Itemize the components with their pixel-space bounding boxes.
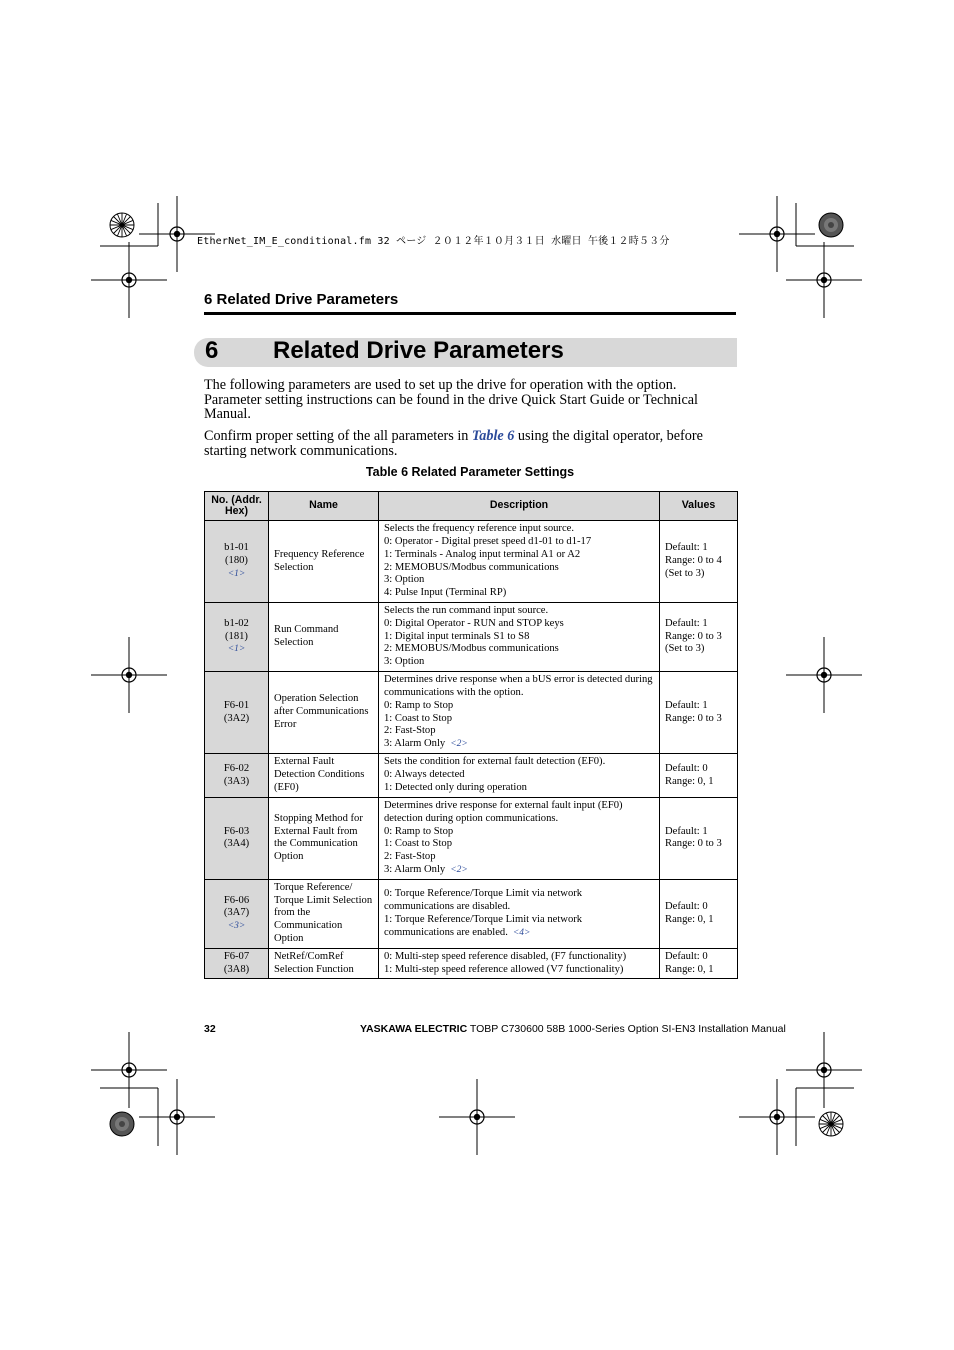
param-values bbox=[660, 603, 738, 672]
param-name: Stopping Method for External Fault from the Communication Option bbox=[269, 798, 379, 880]
description-line bbox=[384, 562, 654, 575]
description-line bbox=[384, 888, 654, 914]
param-description bbox=[379, 672, 660, 754]
description-text: 0: Operator - Digital preset speed d1-01 to d1-17 bbox=[384, 535, 592, 547]
parameter-table bbox=[204, 491, 738, 979]
description-text: 3: Alarm Only bbox=[384, 863, 446, 875]
description-line bbox=[384, 756, 654, 769]
value-line: Default: 0 bbox=[665, 950, 708, 962]
param-description bbox=[379, 754, 660, 798]
value-line: Default: 1 bbox=[665, 699, 708, 711]
value-line: Range: 0 to 3 bbox=[665, 838, 722, 850]
description-text: Determines drive response for external fault input (EF0) detection during option communications. bbox=[384, 800, 623, 824]
description-text: Selects the run command input source. bbox=[384, 605, 549, 616]
param-name: Frequency Reference Selection bbox=[269, 521, 379, 603]
param-description bbox=[379, 798, 660, 880]
page-number: 32 bbox=[204, 1023, 216, 1035]
param-values bbox=[660, 948, 738, 979]
description-text: 1: Digital input terminals S1 to S8 bbox=[384, 630, 530, 642]
table-row bbox=[205, 603, 738, 672]
param-number-cell bbox=[205, 948, 269, 979]
section-title: Related Drive Parameters bbox=[273, 337, 564, 364]
table-caption: Table 6 Related Parameter Settings bbox=[365, 465, 575, 479]
param-number-cell bbox=[205, 754, 269, 798]
description-text: 2: MEMOBUS/Modbus communications bbox=[384, 643, 559, 655]
description-text: 1: Terminals - Analog input terminal A1 or A2 bbox=[384, 548, 581, 560]
description-text: 1: Multi-step speed reference allowed (V7 functionality) bbox=[384, 963, 624, 975]
description-line bbox=[384, 605, 654, 618]
value-line: Default: 1 bbox=[665, 825, 708, 837]
param-number-cell bbox=[205, 672, 269, 754]
value-line: Default: 1 bbox=[665, 542, 708, 554]
description-text: 1: Detected only during operation bbox=[384, 781, 527, 793]
table-row bbox=[205, 798, 738, 880]
description-line bbox=[384, 769, 654, 782]
header-rule bbox=[204, 312, 736, 315]
value-line: (Set to 3) bbox=[665, 643, 705, 655]
description-text: Selects the frequency reference input source. bbox=[384, 523, 575, 535]
param-name: External Fault Detection Conditions (EF0) bbox=[269, 754, 379, 798]
value-line: Range: 0 to 3 bbox=[665, 712, 722, 724]
value-line: Default: 0 bbox=[665, 762, 708, 774]
confirm-text-end: using the digital operator, before starting network communications. bbox=[204, 428, 703, 459]
param-footnote-ref[interactable]: <3> bbox=[227, 921, 246, 932]
description-footnote-ref[interactable]: <4> bbox=[512, 927, 531, 938]
footer-doc-title bbox=[360, 1023, 786, 1035]
description-line bbox=[384, 536, 654, 549]
running-header: 6 Related Drive Parameters bbox=[204, 291, 399, 308]
param-values bbox=[660, 798, 738, 880]
param-number: F6-01 bbox=[223, 699, 250, 711]
param-address: (3A3) bbox=[223, 775, 250, 787]
param-number: F6-02 bbox=[223, 762, 250, 774]
description-line bbox=[384, 838, 654, 851]
param-footnote-ref[interactable]: <1> bbox=[227, 644, 246, 655]
param-number: F6-06 bbox=[223, 894, 250, 906]
param-number: F6-07 bbox=[223, 950, 250, 962]
param-number-cell bbox=[205, 603, 269, 672]
param-description bbox=[379, 948, 660, 979]
section-number: 6 bbox=[205, 337, 219, 364]
description-line bbox=[384, 851, 654, 864]
param-name: Operation Selection after Communications Error bbox=[269, 672, 379, 754]
description-line bbox=[384, 674, 654, 700]
description-text: 4: Pulse Input (Terminal RP) bbox=[384, 587, 507, 599]
param-number-cell bbox=[205, 798, 269, 880]
value-line: Default: 0 bbox=[665, 900, 708, 912]
param-name: Torque Reference/ Torque Limit Selection from the Communication Option bbox=[269, 879, 379, 948]
param-values bbox=[660, 521, 738, 603]
confirm-paragraph bbox=[204, 429, 736, 458]
description-text: 0: Digital Operator - RUN and STOP keys bbox=[384, 617, 564, 629]
description-text: 2: MEMOBUS/Modbus communications bbox=[384, 561, 559, 573]
param-number-cell bbox=[205, 521, 269, 603]
param-number: b1-01 bbox=[224, 542, 249, 554]
param-name: NetRef/ComRef Selection Function bbox=[269, 948, 379, 979]
description-line bbox=[384, 549, 654, 562]
param-values bbox=[660, 754, 738, 798]
header-no: No. (Addr. Hex) bbox=[205, 492, 269, 521]
value-line: (Set to 3) bbox=[665, 567, 705, 579]
table-6-link[interactable]: Table 6 bbox=[471, 428, 515, 444]
table-row bbox=[205, 672, 738, 754]
param-address: (3A7) bbox=[223, 907, 250, 919]
description-line bbox=[384, 800, 654, 826]
description-footnote-ref[interactable]: <2> bbox=[450, 739, 468, 750]
print-timestamp-line: EtherNet_IM_E_conditional.fm 32 ページ ２０１２年１０月３１日 水曜日 午後１２時５３分 bbox=[197, 236, 670, 247]
value-line: Default: 1 bbox=[665, 617, 708, 629]
description-text: Sets the condition for external fault detection (EF0). bbox=[384, 756, 606, 768]
table-row bbox=[205, 879, 738, 948]
param-values bbox=[660, 879, 738, 948]
description-text: 0: Ramp to Stop bbox=[384, 699, 454, 711]
description-line bbox=[384, 951, 654, 964]
description-text: 3: Option bbox=[384, 574, 425, 586]
confirm-text-start: Confirm proper setting of the all parameters in bbox=[204, 428, 472, 444]
description-text: 0: Torque Reference/Torque Limit via network communications are disabled. bbox=[384, 888, 583, 912]
description-text: 1: Coast to Stop bbox=[384, 838, 452, 850]
description-footnote-ref[interactable]: <2> bbox=[450, 864, 468, 875]
param-description bbox=[379, 603, 660, 672]
value-line: Range: 0 to 3 bbox=[665, 630, 722, 642]
description-text: 1: Torque Reference/Torque Limit via network communications are enabled. bbox=[384, 913, 583, 938]
param-number: F6-03 bbox=[223, 825, 250, 837]
description-text: 0: Ramp to Stop bbox=[384, 825, 454, 837]
description-text: 2: Fast-Stop bbox=[384, 851, 436, 863]
description-text: 2: Fast-Stop bbox=[384, 725, 436, 737]
param-number-cell bbox=[205, 879, 269, 948]
description-text: 0: Multi-step speed reference disabled, (F7 functionality) bbox=[384, 950, 627, 962]
value-line: Range: 0, 1 bbox=[665, 913, 714, 925]
description-line bbox=[384, 864, 654, 877]
description-line bbox=[384, 826, 654, 839]
param-values bbox=[660, 672, 738, 754]
value-line: Range: 0, 1 bbox=[665, 963, 714, 975]
param-address: (180) bbox=[225, 555, 248, 567]
footer-brand: YASKAWA ELECTRIC bbox=[360, 1023, 468, 1035]
description-line bbox=[384, 782, 654, 795]
param-number: b1-02 bbox=[224, 617, 249, 629]
param-address: (181) bbox=[225, 630, 248, 642]
description-line bbox=[384, 631, 654, 644]
description-text: 3: Option bbox=[384, 656, 425, 668]
description-text: 1: Coast to Stop bbox=[384, 712, 452, 724]
description-text: 0: Always detected bbox=[384, 769, 465, 781]
table-row bbox=[205, 754, 738, 798]
value-line: Range: 0, 1 bbox=[665, 775, 714, 787]
description-line bbox=[384, 618, 654, 631]
header-name: Name bbox=[269, 492, 379, 521]
description-line bbox=[384, 656, 654, 669]
table-row bbox=[205, 521, 738, 603]
param-name: Run Command Selection bbox=[269, 603, 379, 672]
description-line bbox=[384, 700, 654, 713]
description-line bbox=[384, 713, 654, 726]
value-line: Range: 0 to 4 bbox=[665, 555, 722, 567]
table-body bbox=[205, 521, 738, 979]
description-line bbox=[384, 587, 654, 600]
param-description bbox=[379, 521, 660, 603]
footer-doc: TOBP C730600 58B 1000-Series Option SI-EN3 Installation Manual bbox=[467, 1023, 786, 1035]
table-row bbox=[205, 948, 738, 979]
description-line bbox=[384, 523, 654, 536]
param-footnote-ref[interactable]: <1> bbox=[227, 568, 246, 579]
param-address: (3A2) bbox=[223, 712, 250, 724]
param-address: (3A8) bbox=[223, 963, 250, 975]
header-values: Values bbox=[660, 492, 738, 521]
param-description bbox=[379, 879, 660, 948]
header-description: Description bbox=[379, 492, 660, 521]
description-line bbox=[384, 738, 654, 751]
description-line bbox=[384, 643, 654, 656]
param-address: (3A4) bbox=[223, 838, 250, 850]
description-line bbox=[384, 725, 654, 738]
description-line bbox=[384, 964, 654, 977]
intro-paragraph: The following parameters are used to set up the drive for operation with the option. Parameter setting instructions can be found in the drive Quick Start Guide or Technical Manual. bbox=[204, 377, 698, 423]
description-line bbox=[384, 574, 654, 587]
description-text: Determines drive response when a bUS error is detected during communications with the option. bbox=[384, 674, 653, 698]
description-line bbox=[384, 914, 654, 940]
description-text: 3: Alarm Only bbox=[384, 738, 446, 750]
